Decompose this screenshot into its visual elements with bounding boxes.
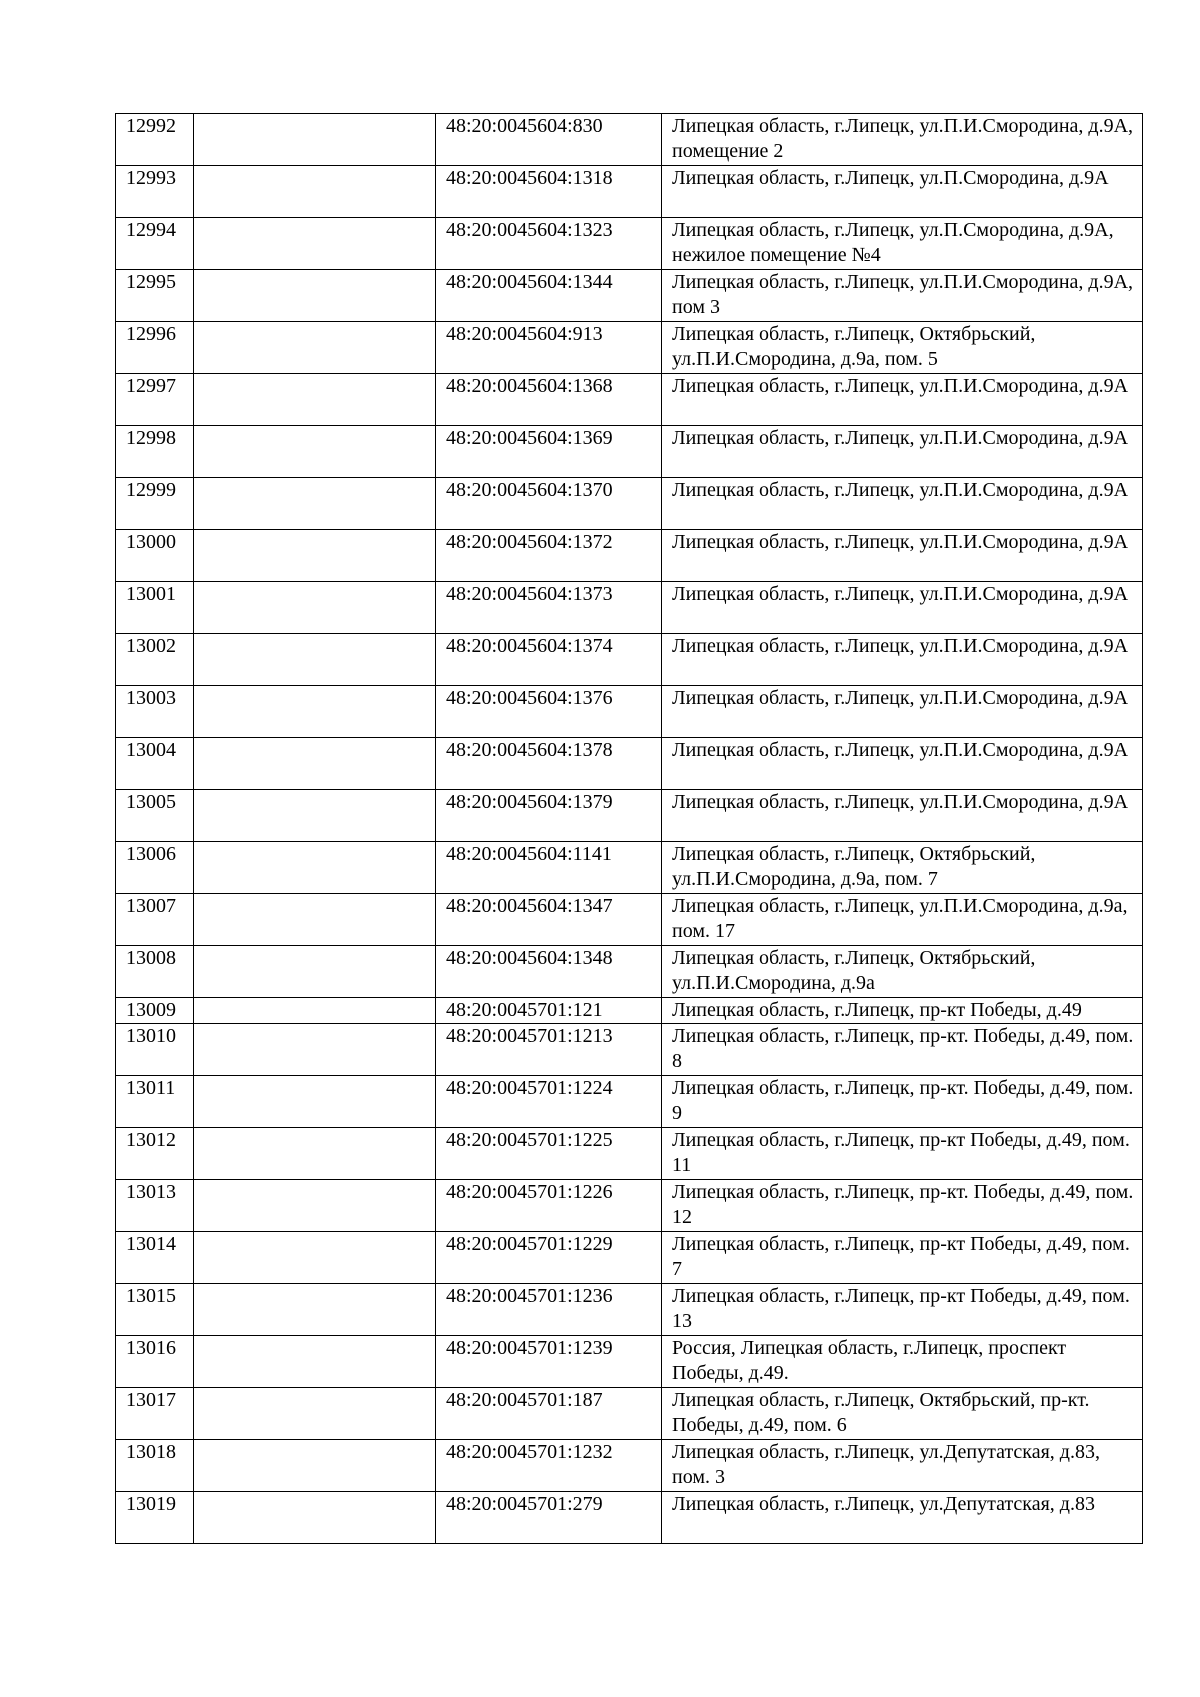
owner-cell <box>194 790 436 842</box>
table-row <box>116 1388 1143 1440</box>
address: Липецкая область, г.Липецк, ул.Депутатская, д.83, пом. 3 <box>662 1440 1143 1492</box>
table-row <box>116 1180 1143 1232</box>
owner-cell <box>194 1284 436 1336</box>
owner-cell <box>194 1440 436 1492</box>
row-number: 13017 <box>116 1388 194 1440</box>
row-number: 12998 <box>116 426 194 478</box>
address: Липецкая область, г.Липецк, пр-кт. Победы, д.49, пом. 8 <box>662 1024 1143 1076</box>
cadastral-number: 48:20:0045604:830 <box>436 114 662 166</box>
row-number: 12995 <box>116 270 194 322</box>
owner-cell <box>194 1180 436 1232</box>
row-number: 13006 <box>116 842 194 894</box>
row-number: 13007 <box>116 894 194 946</box>
table-row <box>116 1284 1143 1336</box>
cadastral-number: 48:20:0045701:279 <box>436 1492 662 1544</box>
address: Липецкая область, г.Липецк, ул.П.И.Смородина, д.9А <box>662 374 1143 426</box>
cadastral-number: 48:20:0045604:1374 <box>436 634 662 686</box>
table-row <box>116 374 1143 426</box>
address: Липецкая область, г.Липецк, пр-кт Победы, д.49, пом. 11 <box>662 1128 1143 1180</box>
cadastral-number: 48:20:0045604:1368 <box>436 374 662 426</box>
address: Липецкая область, г.Липецк, ул.П.Смородина, д.9А, нежилое помещение №4 <box>662 218 1143 270</box>
row-number: 13003 <box>116 686 194 738</box>
owner-cell <box>194 1076 436 1128</box>
table-row <box>116 270 1143 322</box>
address: Липецкая область, г.Липецк, ул.П.И.Смородина, д.9А <box>662 582 1143 634</box>
table-row <box>116 894 1143 946</box>
cadastral-number: 48:20:0045604:1369 <box>436 426 662 478</box>
cadastral-number: 48:20:0045701:1226 <box>436 1180 662 1232</box>
table-row <box>116 1128 1143 1180</box>
address: Липецкая область, г.Липецк, ул.П.И.Смородина, д.9А <box>662 790 1143 842</box>
address: Липецкая область, г.Липецк, пр-кт. Победы, д.49, пом. 12 <box>662 1180 1143 1232</box>
cadastral-number: 48:20:0045604:1379 <box>436 790 662 842</box>
address: Липецкая область, г.Липецк, Октябрьский, ул.П.И.Смородина, д.9а <box>662 946 1143 998</box>
row-number: 12997 <box>116 374 194 426</box>
cadastral-number: 48:20:0045701:1236 <box>436 1284 662 1336</box>
cadastral-number: 48:20:0045604:1323 <box>436 218 662 270</box>
owner-cell <box>194 374 436 426</box>
table-row <box>116 1492 1143 1544</box>
table-row <box>116 582 1143 634</box>
cadastral-number: 48:20:0045701:1213 <box>436 1024 662 1076</box>
owner-cell <box>194 634 436 686</box>
table-row <box>116 686 1143 738</box>
row-number: 13010 <box>116 1024 194 1076</box>
address: Липецкая область, г.Липецк, пр-кт Победы, д.49, пом. 13 <box>662 1284 1143 1336</box>
table-row <box>116 634 1143 686</box>
address: Липецкая область, г.Липецк, ул.П.И.Смородина, д.9а, пом. 17 <box>662 894 1143 946</box>
address: Липецкая область, г.Липецк, пр-кт Победы, д.49 <box>662 998 1143 1024</box>
owner-cell <box>194 1388 436 1440</box>
owner-cell <box>194 478 436 530</box>
table-row <box>116 322 1143 374</box>
cadastral-number: 48:20:0045701:1239 <box>436 1336 662 1388</box>
row-number: 13009 <box>116 998 194 1024</box>
cadastral-number: 48:20:0045604:1372 <box>436 530 662 582</box>
cadastral-number: 48:20:0045701:1232 <box>436 1440 662 1492</box>
owner-cell <box>194 1232 436 1284</box>
cadastral-number: 48:20:0045604:1344 <box>436 270 662 322</box>
address: Липецкая область, г.Липецк, ул.П.И.Смородина, д.9А <box>662 686 1143 738</box>
cadastral-number: 48:20:0045701:1225 <box>436 1128 662 1180</box>
address: Липецкая область, г.Липецк, ул.П.И.Смородина, д.9А <box>662 478 1143 530</box>
table-row <box>116 478 1143 530</box>
table-row <box>116 166 1143 218</box>
registry-table <box>115 113 1143 1544</box>
table-row <box>116 1232 1143 1284</box>
address: Липецкая область, г.Липецк, пр-кт. Победы, д.49, пом. 9 <box>662 1076 1143 1128</box>
row-number: 13015 <box>116 1284 194 1336</box>
address: Липецкая область, г.Липецк, ул.П.И.Смородина, д.9А <box>662 426 1143 478</box>
cadastral-number: 48:20:0045604:1348 <box>436 946 662 998</box>
owner-cell <box>194 894 436 946</box>
row-number: 13008 <box>116 946 194 998</box>
row-number: 12992 <box>116 114 194 166</box>
owner-cell <box>194 270 436 322</box>
cadastral-number: 48:20:0045604:1373 <box>436 582 662 634</box>
cadastral-number: 48:20:0045701:121 <box>436 998 662 1024</box>
address: Липецкая область, г.Липецк, ул.П.И.Смородина, д.9А <box>662 738 1143 790</box>
row-number: 13001 <box>116 582 194 634</box>
cadastral-number: 48:20:0045701:1229 <box>436 1232 662 1284</box>
row-number: 13002 <box>116 634 194 686</box>
address: Липецкая область, г.Липецк, Октябрьский, пр-кт. Победы, д.49, пом. 6 <box>662 1388 1143 1440</box>
table-row <box>116 218 1143 270</box>
owner-cell <box>194 1492 436 1544</box>
table-row <box>116 738 1143 790</box>
table-row <box>116 114 1143 166</box>
row-number: 12996 <box>116 322 194 374</box>
table-row <box>116 790 1143 842</box>
address: Липецкая область, г.Липецк, пр-кт Победы, д.49, пом. 7 <box>662 1232 1143 1284</box>
cadastral-number: 48:20:0045604:1318 <box>436 166 662 218</box>
table-row <box>116 426 1143 478</box>
table-row <box>116 842 1143 894</box>
address: Липецкая область, г.Липецк, Октябрьский, ул.П.И.Смородина, д.9а, пом. 7 <box>662 842 1143 894</box>
table-row <box>116 1336 1143 1388</box>
owner-cell <box>194 842 436 894</box>
table-row <box>116 1024 1143 1076</box>
owner-cell <box>194 530 436 582</box>
owner-cell <box>194 166 436 218</box>
cadastral-number: 48:20:0045604:1347 <box>436 894 662 946</box>
address: Липецкая область, г.Липецк, Октябрьский, ул.П.И.Смородина, д.9а, пом. 5 <box>662 322 1143 374</box>
owner-cell <box>194 582 436 634</box>
owner-cell <box>194 998 436 1024</box>
row-number: 13011 <box>116 1076 194 1128</box>
owner-cell <box>194 218 436 270</box>
cadastral-number: 48:20:0045604:1376 <box>436 686 662 738</box>
address: Липецкая область, г.Липецк, ул.Депутатская, д.83 <box>662 1492 1143 1544</box>
owner-cell <box>194 1024 436 1076</box>
address: Липецкая область, г.Липецк, ул.П.Смородина, д.9А <box>662 166 1143 218</box>
address: Липецкая область, г.Липецк, ул.П.И.Смородина, д.9А <box>662 634 1143 686</box>
registry-table-body <box>116 114 1143 1544</box>
table-row <box>116 1076 1143 1128</box>
owner-cell <box>194 946 436 998</box>
row-number: 12993 <box>116 166 194 218</box>
row-number: 13019 <box>116 1492 194 1544</box>
row-number: 13005 <box>116 790 194 842</box>
address: Липецкая область, г.Липецк, ул.П.И.Смородина, д.9А, пом 3 <box>662 270 1143 322</box>
owner-cell <box>194 114 436 166</box>
row-number: 13016 <box>116 1336 194 1388</box>
cadastral-number: 48:20:0045604:1141 <box>436 842 662 894</box>
table-row <box>116 530 1143 582</box>
cadastral-number: 48:20:0045701:1224 <box>436 1076 662 1128</box>
owner-cell <box>194 1128 436 1180</box>
row-number: 13013 <box>116 1180 194 1232</box>
table-row <box>116 946 1143 998</box>
row-number: 13000 <box>116 530 194 582</box>
address: Липецкая область, г.Липецк, ул.П.И.Смородина, д.9А, помещение 2 <box>662 114 1143 166</box>
owner-cell <box>194 686 436 738</box>
cadastral-number: 48:20:0045604:1378 <box>436 738 662 790</box>
cadastral-number: 48:20:0045701:187 <box>436 1388 662 1440</box>
row-number: 12994 <box>116 218 194 270</box>
row-number: 13014 <box>116 1232 194 1284</box>
address: Россия, Липецкая область, г.Липецк, проспект Победы, д.49. <box>662 1336 1143 1388</box>
owner-cell <box>194 1336 436 1388</box>
owner-cell <box>194 322 436 374</box>
table-row <box>116 998 1143 1024</box>
row-number: 13004 <box>116 738 194 790</box>
row-number: 13018 <box>116 1440 194 1492</box>
cadastral-number: 48:20:0045604:913 <box>436 322 662 374</box>
address: Липецкая область, г.Липецк, ул.П.И.Смородина, д.9А <box>662 530 1143 582</box>
table-row <box>116 1440 1143 1492</box>
owner-cell <box>194 426 436 478</box>
row-number: 13012 <box>116 1128 194 1180</box>
cadastral-number: 48:20:0045604:1370 <box>436 478 662 530</box>
owner-cell <box>194 738 436 790</box>
row-number: 12999 <box>116 478 194 530</box>
